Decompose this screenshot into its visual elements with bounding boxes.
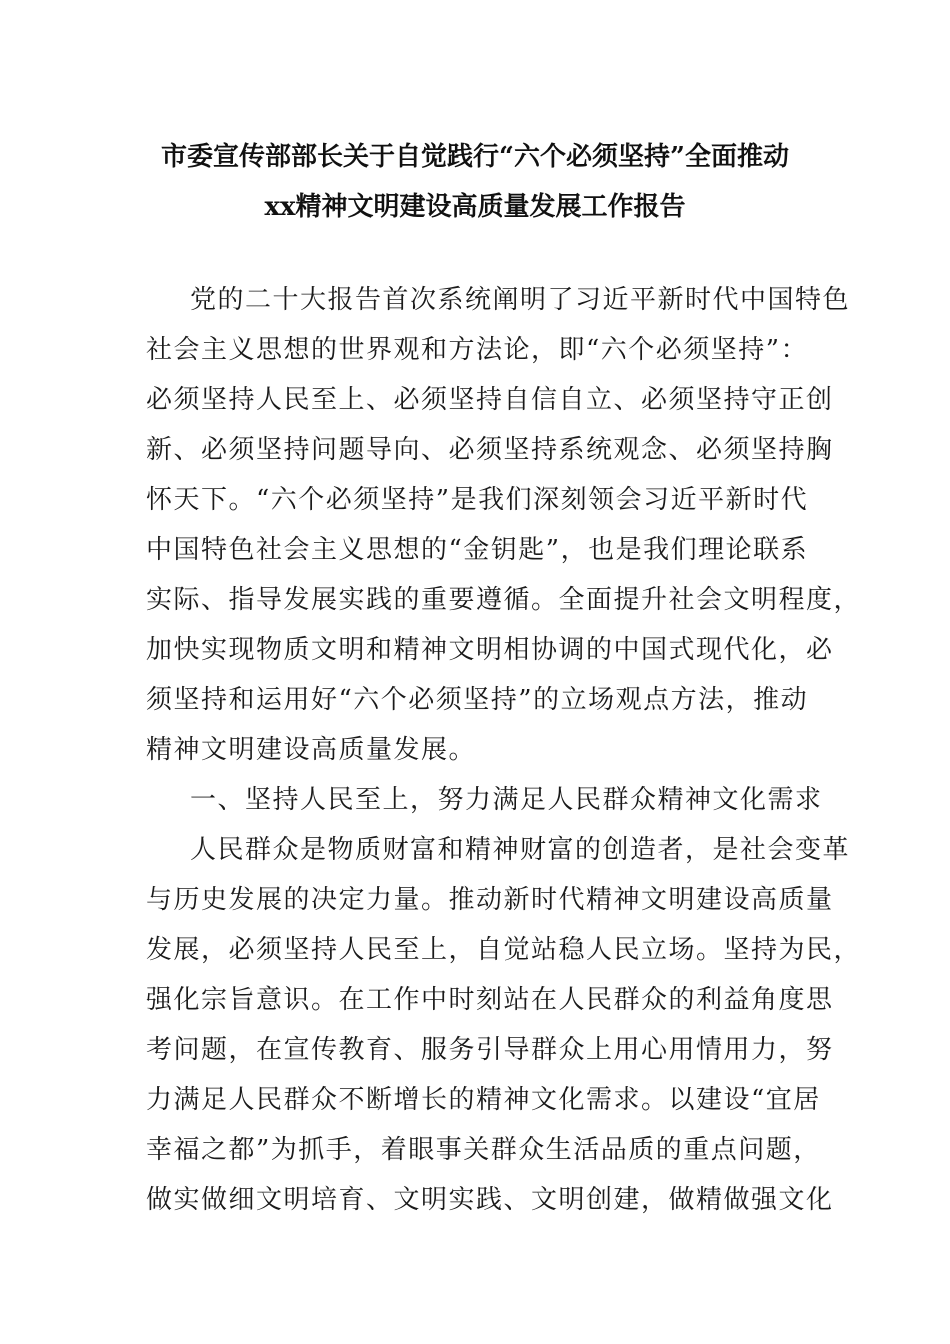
paragraph-2-line: 力满足人民群众不断增长的精神文化需求。以建设“宜居 [146,1085,821,1115]
paragraph-1-line: 实际、指导发展实践的重要遵循。全面提升社会文明程度， [146,585,862,615]
paragraph-1-line: 须坚持和运用好“六个必须坚持”的立场观点方法，推动 [146,685,809,715]
paragraph-1-line: 加快实现物质文明和精神文明相协调的中国式现代化，必 [146,635,834,665]
paragraph-1-line: 新、必须坚持问题导向、必须坚持系统观念、必须坚持胸 [146,435,834,465]
document-title-line-1: 市委宣传部部长关于自觉践行“六个必须坚持”全面推动 [161,142,789,172]
paragraph-1-line: 怀天下。“六个必须坚持”是我们深刻领会习近平新时代 [146,485,809,515]
paragraph-1-line: 精神文明建设高质量发展。 [146,735,477,765]
paragraph-2-line: 发展，必须坚持人民至上，自觉站稳人民立场。坚持为民， [146,935,862,965]
document-title-line-2: xx精神文明建设高质量发展工作报告 [264,192,686,222]
paragraph-2-line: 考问题，在宣传教育、服务引导群众上用心用情用力，努 [146,1035,834,1065]
paragraph-1-line: 党的二十大报告首次系统阐明了习近平新时代中国特色 [190,285,851,315]
paragraph-2-line: 做实做细文明培育、文明实践、文明创建，做精做强文化 [146,1185,834,1215]
paragraph-2-line: 与历史发展的决定力量。推动新时代精神文明建设高质量 [146,885,834,915]
section-heading: 一、坚持人民至上，努力满足人民群众精神文化需求 [190,785,823,815]
paragraph-2-line: 幸福之都”为抓手，着眼事关群众生活品质的重点问题， [146,1135,821,1165]
paragraph-1-line: 中国特色社会主义思想的“金钥匙”，也是我们理论联系 [146,535,809,565]
paragraph-1-line: 必须坚持人民至上、必须坚持自信自立、必须坚持守正创 [146,385,834,415]
paragraph-1-line: 社会主义思想的世界观和方法论，即“六个必须坚持”： [146,335,809,365]
paragraph-2-line: 强化宗旨意识。在工作中时刻站在人民群众的利益角度思 [146,985,834,1015]
paragraph-2-line: 人民群众是物质财富和精神财富的创造者，是社会变革 [190,835,851,865]
